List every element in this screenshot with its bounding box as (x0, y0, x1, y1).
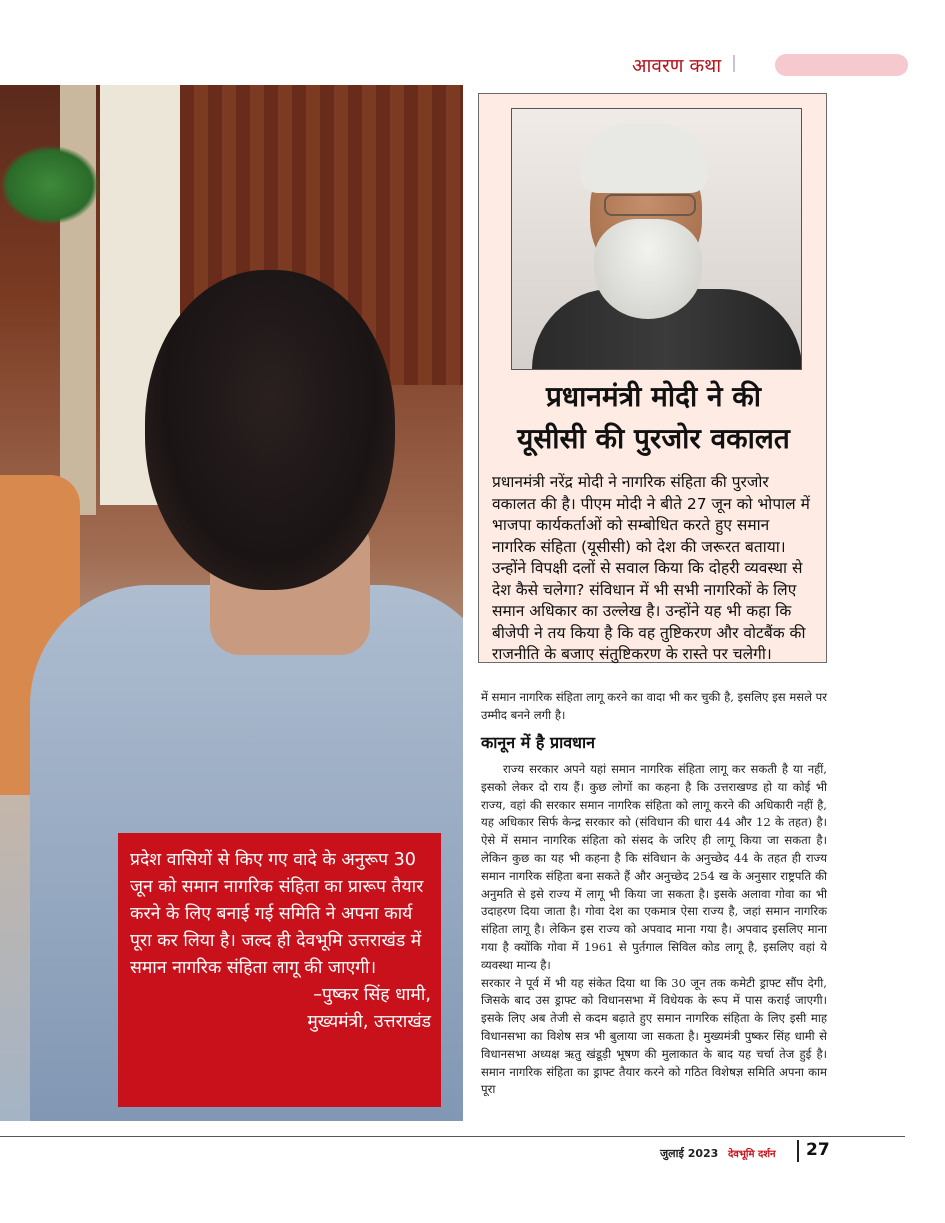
footer-separator (797, 1140, 799, 1162)
photo-plant (0, 145, 100, 225)
header-pill (775, 54, 908, 76)
article-paragraph-1: राज्य सरकार अपने यहां समान नागरिक संहिता लागू कर सकती है या नहीं, इसको लेकर दो राय हैं। कुछ लोगों का कहना है कि उत्तराखण्ड हो या कोई भी राज्य, वहां की सरकार समान नागरिक संहिता को लागू करने की अधिकारी नहीं है, यह अधिकार सिर्फ केन्द्र सरकार को (संविधान की धारा 44 और 12 के तहत) है। ऐसे में समान नागरिक संहिता को संसद के जरिए ही लागू किया जा सकता है। लेकिन कुछ का यह भी कहना है कि संविधान के अनुच्छेद 44 के तहत ही राज्य समान नागरिक संहिता बना सकते हैं और अनुच्छेद 254 ख के अनुसार राष्ट्रपति की अनुमति से इसे राज्य में लागू भी किया जा सकता है। इसके अलावा गोवा का भी उदाहरण दिया जाता है। गोवा देश का एकमात्र ऐसा राज्य है, जहां समान नागरिक संहिता लागू है। लेकिन इस राज्य को अपवाद माना गया है। अपवाद इसलिए माना गया है क्योंकि गोवा में 1961 से पुर्तगाल सिविल कोड लागू है, इसलिए वहां ये व्यवस्था मान्य है। (481, 762, 827, 972)
article-subhead: कानून में है प्रावधान (481, 733, 595, 752)
portrait-hair (580, 123, 708, 193)
continuation-text: में समान नागरिक संहिता लागू करने का वादा भी कर चुकी है, इसलिए इस मसले पर उम्मीद बनने लगी है। (481, 690, 827, 722)
pull-quote-role: मुख्यमंत्री, उत्तराखंड (307, 1012, 431, 1032)
header-divider (733, 55, 735, 72)
portrait-beard (594, 219, 702, 319)
photo-person-head (145, 270, 395, 590)
sidebar-body: प्रधानमंत्री नरेंद्र मोदी ने नागरिक संहिता की पुरजोर वकालत की है। पीएम मोदी ने बीते 27 जून को भोपाल में भाजपा कार्यकर्ताओं को सम्बोधित करते हुए समान नागरिक संहिता (यूसीसी) को देश की जरूरत बताया। उन्होंने विपक्षी दलों से सवाल किया कि दोहरी व्यवस्था से देश कैसे चलेगा? संविधान में भी सभी नागरिकों के लिए समान अधिकार का उल्लेख है। उन्होंने यह भी कहा कि बीजेपी ने तय किया है कि वह तुष्टिकरण और वोटबैंक की राजनीति के बजाए संतुष्टिकरण के रास्ते पर चलेगी। (492, 473, 810, 663)
article-body (481, 761, 827, 1099)
pull-quote (118, 833, 441, 1107)
footer-rule (0, 1136, 905, 1137)
portrait-photo (511, 108, 802, 370)
section-label: आवरण कथा (632, 55, 722, 77)
sidebar-title-line1: प्रधानमंत्री मोदी ने की (545, 380, 762, 413)
pull-quote-author: –पुष्कर सिंह धामी, (313, 985, 431, 1005)
sidebar-box (478, 93, 827, 663)
portrait-glasses (604, 194, 696, 216)
footer-date: जुलाई 2023 (660, 1147, 719, 1160)
pull-quote-text: प्रदेश वासियों से किए गए वादे के अनुरूप 30 जून को समान नागरिक संहिता का प्रारूप तैयार करने के लिए बनाई गई समिति ने अपना कार्य पूरा कर लिया है। जल्द ही देवभूमि उत्तराखंड में समान नागरिक संहिता लागू की जाएगी। (130, 850, 424, 978)
page-number: 27 (806, 1140, 830, 1160)
sidebar-title (479, 376, 828, 460)
sidebar-title-line2: यूसीसी की पुरजोर वकालत (517, 422, 790, 455)
article-continuation (481, 689, 827, 725)
article-paragraph-2: सरकार ने पूर्व में भी यह संकेत दिया था कि 30 जून तक कमेटी ड्राफ्ट सौंप देगी, जिसके बाद उस ड्राफ्ट को विधानसभा में विधेयक के रूप में पास कराई जाएगी। इसके लिए अब तेजी से कदम बढ़ाते हुए समान नागरिक संहिता के लिए इसी माह विधानसभा का विशेष सत्र भी बुलाया जा सकता है। मुख्यमंत्री पुष्कर सिंह धामी से विधानसभा अध्यक्ष ऋतु खंडूड़ी भूषण की मुलाकात के बाद यह चर्चा तेज हुई है। समान नागरिक संहिता का ड्राफ्ट तैयार करने को गठित विशेषज्ञ समिति अपना काम पूरा (481, 975, 827, 1097)
footer-brand-logo: देवभूमि दर्शन (728, 1149, 776, 1160)
